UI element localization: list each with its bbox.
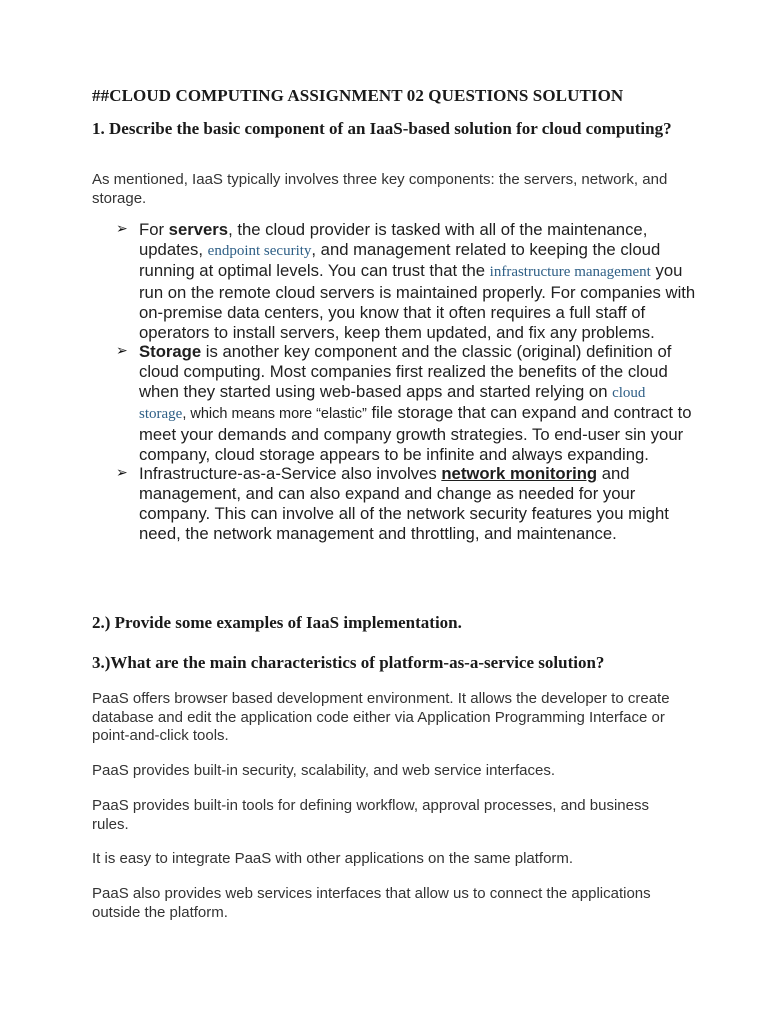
paas-paragraph-4: It is easy to integrate PaaS with other applications on the same platform. <box>92 850 574 867</box>
text-segment: file storage that can expand and contract to meet your demands and company growth strategies. To end-user sin your company, cloud storage appears to be infinite and always expanding. <box>139 403 692 464</box>
paas-paragraph-3: PaaS provides built-in tools for defining workflow, approval processes, and business rules. <box>92 797 649 833</box>
document-title: ##CLOUD COMPUTING ASSIGNMENT 02 QUESTIONS SOLUTION <box>92 86 624 105</box>
component-bullet-list <box>116 220 696 543</box>
infrastructure-management-link[interactable]: infrastructure management <box>489 264 651 281</box>
network-monitoring-link[interactable]: network monitoring <box>441 464 598 484</box>
question-3-heading: 3.)What are the main characteristics of platform-as-a-service solution? <box>92 653 605 672</box>
question-1-heading: 1. Describe the basic component of an IaaS-based solution for cloud computing? <box>92 119 672 138</box>
text-segment: Infrastructure-as-a-Service also involves <box>139 464 442 484</box>
paas-paragraph-2: PaaS provides built-in security, scalability, and web service interfaces. <box>92 762 555 779</box>
bullet-servers <box>116 220 696 342</box>
paas-paragraph-1: PaaS offers browser based development environment. It allows the developer to create database and edit the application code either via Application Programming Interface or point-and-click tools. <box>92 690 670 744</box>
bullet-network <box>116 464 696 543</box>
text-segment: , and management related to keeping the cloud running at optimal levels. You can trust that the <box>139 239 661 281</box>
elastic-phrase: , which means more “elastic” <box>182 406 367 423</box>
endpoint-security-link[interactable]: endpoint security <box>207 242 312 259</box>
text-segment: you run on the remote cloud servers is maintained properly. For companies with on-premise data centers, you know that it often requires a full staff of operators to install servers, keep them updated, and fix any problems. <box>139 261 696 342</box>
question-1-intro: As mentioned, IaaS typically involves three key components: the servers, network, and storage. <box>92 171 668 207</box>
text-segment: For <box>139 220 169 239</box>
arrow-bullet-icon: ➢ <box>116 221 128 237</box>
paas-paragraph-5: PaaS also provides web services interfaces that allow us to connect the applications outside the platform. <box>92 885 651 921</box>
text-segment: is another key component and the classic (original) definition of cloud computing. Most companies first realized the benefits of the cloud when they started using web-based apps and started relying on <box>139 342 672 401</box>
cloud-storage-link[interactable]: cloud storage <box>139 384 646 423</box>
arrow-bullet-icon: ➢ <box>116 343 128 360</box>
bullet-storage <box>116 342 696 464</box>
question-2-heading: 2.) Provide some examples of IaaS implementation. <box>92 613 462 632</box>
arrow-bullet-icon: ➢ <box>116 465 128 482</box>
text-segment: and management, and can also expand and change as needed for your company. This can involve all of the network security features you might need, the network management and throttling, and maintenance. <box>139 464 669 543</box>
text-segment: , the cloud provider is tasked with all of the maintenance, updates, <box>139 220 648 259</box>
servers-keyword: servers <box>168 220 229 239</box>
storage-keyword: Storage <box>139 342 202 362</box>
